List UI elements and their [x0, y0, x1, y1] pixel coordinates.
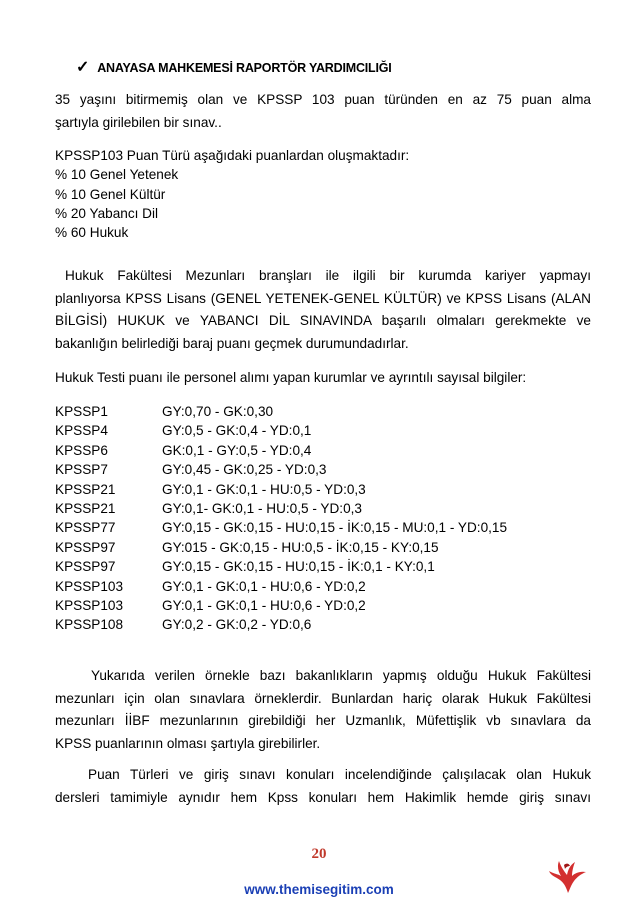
composition-item: % 60 Hukuk [55, 225, 129, 241]
section-title: ANAYASA MAHKEMESİ RAPORTÖR YARDIMCILIĞI [97, 61, 392, 75]
score-type-code: KPSSP4 [55, 423, 108, 439]
score-table [55, 402, 507, 635]
composition-item: % 20 Yabancı Dil [55, 205, 159, 221]
score-weights: GK:0,1 - GY:0,5 - YD:0,4 [162, 442, 312, 458]
paragraph-line: Puan Türleri ve giriş sınavı konuları incelendiğinde çalışılacak olan Hukuk [88, 767, 591, 782]
paragraph-line: planlıyorsa KPSS Lisans (GENEL YETENEK-GENEL KÜLTÜR) ve KPSS Lisans (ALAN [55, 290, 591, 306]
table-row [55, 518, 507, 537]
bird-logo-icon [548, 857, 588, 897]
table-row [55, 577, 507, 596]
composition-item: % 10 Genel Kültür [55, 186, 166, 202]
score-type-code: KPSSP77 [55, 520, 116, 536]
table-row [55, 441, 507, 460]
score-type-code: KPSSP97 [55, 559, 116, 575]
score-weights: GY:0,5 - GK:0,4 - YD:0,1 [162, 423, 312, 439]
score-type-code: KPSSP6 [55, 442, 108, 458]
checkmark-icon: ✓ [76, 59, 90, 76]
composition-title: KPSSP103 Puan Türü aşağıdaki puanlardan oluşmaktadır: [55, 148, 410, 163]
score-weights: GY:0,15 - GK:0,15 - HU:0,15 - İK:0,15 - MU:0,1 - YD:0,15 [162, 520, 508, 536]
paragraph-line: Hukuk Fakültesi Mezunları branşları ile ilgili bir kurumda kariyer yapmayı [65, 268, 591, 283]
paragraph-line: KPSS puanlarının olması şartıyla girebilirler. [55, 735, 321, 751]
intro-line: 35 yaşını bitirmemiş olan ve KPSSP 103 puan türünden en az 75 puan alma [55, 92, 591, 107]
score-weights: GY:0,1 - GK:0,1 - HU:0,6 - YD:0,2 [162, 578, 366, 594]
score-type-code: KPSSP103 [55, 578, 124, 594]
table-row [55, 499, 507, 518]
paragraph-line: bakanlığın belirlediği baraj puanı geçmek durumundadırlar. [55, 335, 409, 351]
score-type-code: KPSSP103 [55, 598, 124, 614]
hukuk-paragraph [55, 265, 591, 355]
intro-paragraph [55, 89, 591, 134]
paragraph-line: mezunları İİBF mezunlarının girebildiği her Uzmanlık, Müfettişlik vb sınavlara da [55, 713, 591, 728]
score-type-code: KPSSP21 [55, 481, 116, 497]
paragraph-line: mezunları için olan sınavlara örneklerdir. Bunlardan hariç olarak Hukuk Fakültesi [55, 690, 591, 706]
table-row [55, 596, 507, 615]
puan-paragraph [55, 764, 591, 809]
table-row [55, 460, 507, 479]
score-type-code: KPSSP7 [55, 462, 108, 478]
examples-paragraph [55, 665, 591, 755]
page-number: 20 [311, 846, 327, 862]
score-weights: GY:0,2 - GK:0,2 - YD:0,6 [162, 617, 312, 633]
table-row [55, 421, 507, 440]
table-row [55, 615, 507, 634]
table-intro-text: Hukuk Testi puanı ile personel alımı yapan kurumlar ve ayrıntılı sayısal bilgiler: [55, 370, 527, 385]
score-weights: GY:0,1 - GK:0,1 - HU:0,6 - YD:0,2 [162, 598, 366, 614]
score-type-code: KPSSP21 [55, 501, 116, 517]
website-link[interactable]: www.themisegitim.com [244, 882, 394, 897]
section-heading [76, 57, 392, 77]
score-type-code: KPSSP1 [55, 404, 108, 419]
paragraph-line: Yukarıda verilen örnekle bazı bakanlıkların yapmış olduğu Hukuk Fakültesi [91, 668, 591, 683]
score-weights: GY:0,70 - GK:0,30 [162, 404, 274, 419]
paragraph-line: BİLGİSİ) HUKUK ve YABANCI DİL SINAVINDA başarılı olmaları gerekmekte ve [55, 313, 591, 328]
intro-line: şartıyla girilebilen bir sınav.. [55, 114, 222, 130]
table-row [55, 538, 507, 557]
paragraph-line: dersleri tamimiyle aynıdır hem Kpss konuları hem Hakimlik hemde giriş sınavı [55, 789, 591, 805]
score-weights: GY:0,1- GK:0,1 - HU:0,5 - YD:0,3 [162, 501, 362, 517]
composition-item: % 10 Genel Yetenek [55, 167, 179, 183]
composition-list [55, 146, 409, 242]
table-row [55, 480, 507, 499]
score-weights: GY:0,15 - GK:0,15 - HU:0,15 - İK:0,1 - KY:0,1 [162, 559, 435, 575]
score-weights: GY:0,1 - GK:0,1 - HU:0,5 - YD:0,3 [162, 481, 366, 497]
table-intro [55, 367, 591, 390]
score-type-code: KPSSP97 [55, 539, 116, 555]
table-row [55, 557, 507, 576]
table-row [55, 402, 507, 421]
score-weights: GY:015 - GK:0,15 - HU:0,5 - İK:0,15 - KY:0,15 [162, 539, 439, 555]
score-weights: GY:0,45 - GK:0,25 - YD:0,3 [162, 462, 327, 478]
score-type-code: KPSSP108 [55, 617, 124, 633]
